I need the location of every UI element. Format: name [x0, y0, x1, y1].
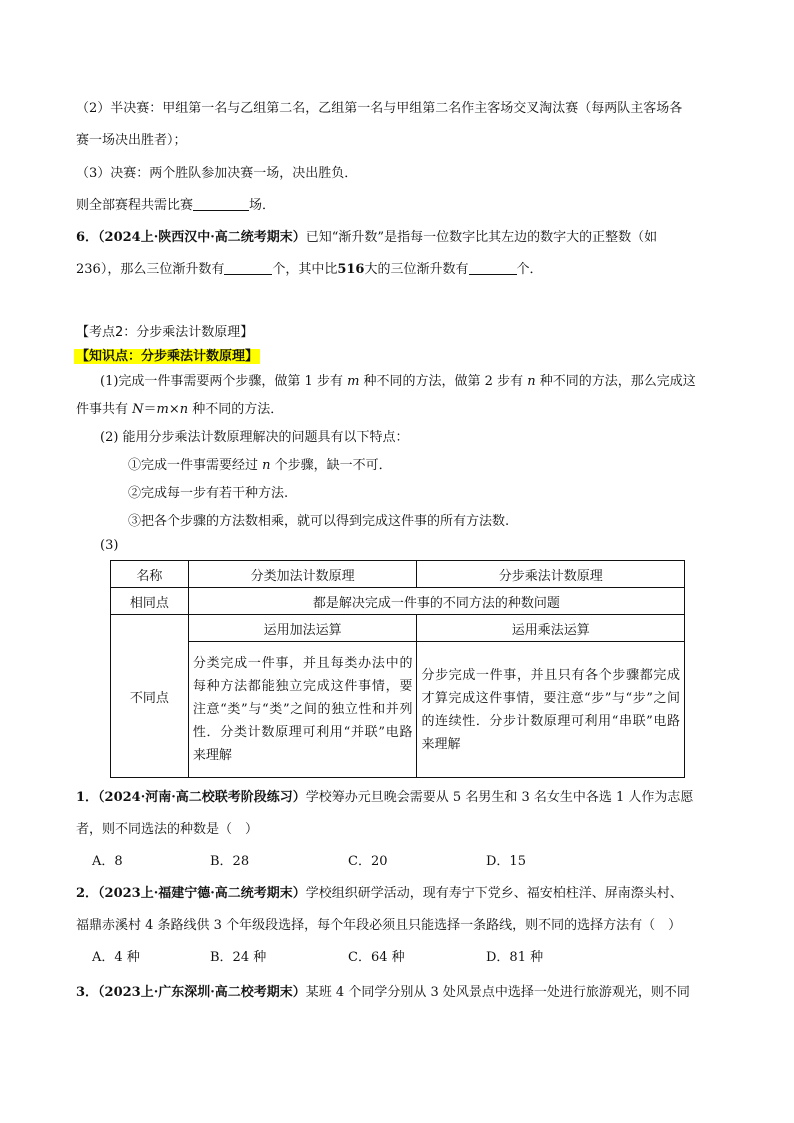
table-row-same — [111, 588, 685, 615]
section-heading: 【考点2：分步乘法计数原理】 — [76, 325, 254, 340]
table-mul-desc: 分步完成一件事，并且只有各个步骤都完成才算完成这件事情，要注意“步”与“步”之间的连续性．分步计数原理可利用“串联”电路来理解 — [417, 642, 685, 778]
knowledge-p1-line1 — [100, 372, 696, 392]
variable-m-2: m — [156, 402, 169, 417]
q1-source: （2024·河南·高二校联考阶段练习） — [98, 790, 306, 805]
problem5-item2-line2: 赛一场决出胜者）； — [76, 133, 187, 148]
table-add-op: 运用加法运算 — [188, 615, 417, 642]
q2-option-c[interactable]: C．64 种 — [348, 950, 405, 965]
problem5-question-end: 场． — [249, 198, 276, 213]
q2-source: （2023上·福建宁德·高二统考期末） — [98, 886, 306, 901]
problem6-text: 已知“渐升数”是指每一位数字比其左边的数字大的正整数（如 — [305, 230, 658, 245]
answer-blank — [193, 196, 249, 211]
answer-blank-2 — [469, 260, 517, 275]
problem6-line1 — [76, 228, 657, 248]
table-diff-label: 不同点 — [111, 615, 189, 778]
knowledge-p2: (2) 能用分步乘法计数原理解决的问题具有以下特点： — [100, 430, 409, 445]
q1-text: 学校筹办元旦晚会需要从 5 名男生和 3 名女生中各选 1 人作为志愿 — [305, 790, 694, 805]
table-header-row — [111, 561, 685, 588]
table-row-ops — [111, 615, 685, 642]
knowledge-item1-text-a: ①完成一件事需要经过 — [128, 458, 263, 473]
q3-line1 — [76, 983, 690, 1003]
table-same-label: 相同点 — [111, 588, 189, 615]
problem5-item2-line1: （2）半决赛：甲组第一名与乙组第二名，乙组第一名与甲组第二名作主客场交叉淘汰赛（每两队主客场各 — [76, 101, 683, 116]
knowledge-label: 【知识点：分步乘法计数原理】 — [76, 349, 259, 364]
knowledge-item1-text-b: 个步骤，缺一不可． — [270, 458, 392, 473]
table-header-add: 分类加法计数原理 — [188, 561, 417, 588]
knowledge-p1-text-e: 种不同的方法． — [188, 402, 284, 417]
problem6-text-c: 大的三位渐升数有 — [364, 262, 469, 277]
problem6-text-a: 236），那么三位渐升数有 — [76, 262, 225, 277]
q1-option-b[interactable]: B．28 — [210, 854, 250, 869]
comparison-table — [110, 560, 685, 778]
knowledge-p1-text-b: 种不同的方法，做第 2 步有 — [359, 374, 528, 389]
knowledge-p2-item3: ③把各个步骤的方法数相乘，就可以得到完成这件事的所有方法数. — [128, 514, 510, 529]
variable-n: n — [527, 374, 536, 389]
knowledge-p2-item1 — [128, 456, 392, 476]
answer-blank-1 — [224, 260, 272, 275]
q2-line1 — [76, 884, 683, 904]
q3-text: 某班 4 个同学分别从 3 处风景点中选择一处进行旅游观光，则不同 — [305, 985, 690, 1000]
equals-sign: ＝ — [143, 402, 157, 417]
knowledge-p1-text-c: 种不同的方法，那么完成这 — [535, 374, 696, 389]
q1-line2: 者，则不同选法的种数是（ ） — [76, 822, 259, 837]
knowledge-p3: (3) — [100, 538, 119, 553]
knowledge-p1-text-a: (1)完成一件事需要两个步骤，做第 1 步有 — [100, 374, 348, 389]
table-same-text: 都是解决完成一件事的不同方法的种数问题 — [188, 588, 684, 615]
table-mul-op: 运用乘法运算 — [417, 615, 685, 642]
q3-source: （2023上·广东深圳·高二校考期末） — [98, 985, 306, 1000]
q1-option-c[interactable]: C．20 — [348, 854, 388, 869]
problem5-question — [76, 196, 275, 216]
q2-option-a[interactable]: A．4 种 — [92, 950, 140, 965]
table-add-desc: 分类完成一件事，并且每类办法中的每种方法都能独立完成这件事情，要注意“类”与“类”之间的独立性和并列性．分类计数原理可利用“并联”电路来理解 — [188, 642, 417, 778]
q2-option-d[interactable]: D．81 种 — [486, 950, 544, 965]
q2-number: 2． — [76, 886, 99, 901]
knowledge-label-wrap — [74, 347, 260, 367]
problem6-text-b: 个，其中比 — [272, 262, 338, 277]
q2-text: 学校组织研学活动，现有寿宁下党乡、福安柏柱洋、屏南漈头村、 — [305, 886, 683, 901]
problem6-source: （2024上·陕西汉中·高二统考期末） — [98, 230, 306, 245]
problem5-question-text: 则全部赛程共需比赛 — [76, 198, 194, 213]
q1-option-a[interactable]: A．8 — [92, 854, 123, 869]
q2-option-b[interactable]: B．24 种 — [210, 950, 267, 965]
variable-n-2: n — [179, 402, 189, 417]
q1-number: 1． — [76, 790, 99, 805]
problem6-text-d: 个． — [516, 262, 543, 277]
problem6-number: 6． — [76, 230, 99, 245]
table-row-desc — [111, 642, 685, 778]
q1-line1 — [76, 788, 693, 808]
times-sign: × — [168, 402, 180, 417]
problem6-line2 — [76, 260, 543, 280]
table-header-mul: 分步乘法计数原理 — [417, 561, 685, 588]
variable-m: m — [347, 374, 360, 389]
knowledge-p1-line2 — [76, 400, 283, 420]
knowledge-p2-item2: ②完成每一步有若干种方法. — [128, 486, 289, 501]
q2-line2: 福鼎赤溪村 4 条路线供 3 个年级段选择，每个年段必须且只能选择一条路线，则不同的选择方法有（ ） — [76, 918, 682, 933]
table-header-name: 名称 — [111, 561, 189, 588]
q3-number: 3． — [76, 985, 99, 1000]
problem5-item3: （3）决赛：两个胜队参加决赛一场，决出胜负． — [76, 166, 358, 181]
variable-N: N — [132, 402, 144, 417]
knowledge-p1-text-d: 件事共有 — [76, 402, 133, 417]
q1-option-d[interactable]: D．15 — [486, 854, 526, 869]
variable-n-3: n — [262, 458, 271, 473]
problem6-number-516: 516 — [337, 262, 365, 277]
